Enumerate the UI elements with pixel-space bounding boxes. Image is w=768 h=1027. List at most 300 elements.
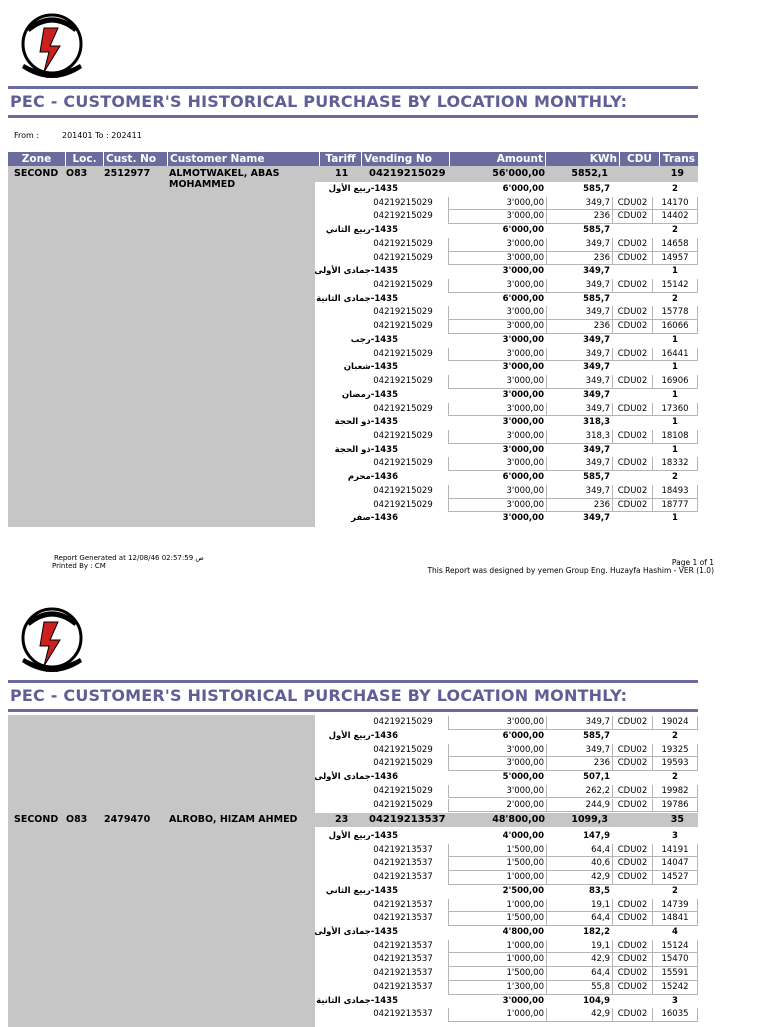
month-amount: 6'000,00 <box>502 293 544 304</box>
vending-no: 04219213537 <box>373 981 433 992</box>
transaction-kwh: 244,9 <box>546 799 612 813</box>
vending-no: 04219213537 <box>373 858 433 869</box>
month-label: 1435-ربيع الثاني <box>325 885 398 896</box>
month-trans-count: 1 <box>672 417 678 428</box>
col-loc: Loc. <box>66 152 104 166</box>
transaction-kwh: 64,4 <box>546 844 612 858</box>
transaction-cdu: CDU02 <box>612 757 652 771</box>
col-cdu: CDU <box>620 152 660 166</box>
transaction-kwh: 55,8 <box>546 981 612 995</box>
transaction-row <box>318 940 698 954</box>
transaction-cdu: CDU02 <box>612 485 652 499</box>
customer-vending-no: 04219215029 <box>369 168 446 179</box>
transaction-row <box>318 320 698 334</box>
vending-no: 04219215029 <box>373 376 433 387</box>
transaction-id: 16035 <box>652 1008 698 1022</box>
month-summary-row <box>314 265 698 279</box>
transaction-cdu: CDU02 <box>612 844 652 858</box>
vending-no: 04219215029 <box>373 717 433 727</box>
transaction-cdu: CDU02 <box>612 403 652 417</box>
report-title: PEC - CUSTOMER'S HISTORICAL PURCHASE BY LOCATION MONTHLY: <box>10 686 628 705</box>
vending-no: 04219213537 <box>373 913 433 924</box>
transaction-id: 14658 <box>652 238 698 252</box>
transaction-kwh: 19,1 <box>546 899 612 913</box>
transaction-kwh: 40,6 <box>546 857 612 871</box>
transaction-row <box>318 857 698 871</box>
transaction-cdu: CDU02 <box>612 857 652 871</box>
transaction-amount: 3'000,00 <box>448 785 546 799</box>
transaction-cdu: CDU02 <box>612 940 652 954</box>
month-label: 1435-ربيع الأول <box>328 184 398 194</box>
transaction-amount: 3'000,00 <box>448 279 546 293</box>
month-label: 1435-رمضان <box>341 389 398 400</box>
transaction-cdu: CDU02 <box>612 430 652 444</box>
month-amount: 3'000,00 <box>502 513 544 524</box>
month-summary-row <box>314 926 698 940</box>
month-label: 1436-محرم <box>347 472 398 483</box>
customer-number: 2512977 <box>104 168 151 179</box>
transaction-id: 16906 <box>652 375 698 389</box>
customer-zone: SECOND <box>14 168 59 179</box>
transaction-id: 16441 <box>652 348 698 362</box>
month-trans-count: 1 <box>672 334 678 345</box>
month-summary-row <box>318 293 698 307</box>
transaction-id: 15142 <box>652 279 698 293</box>
transaction-cdu: CDU02 <box>612 1008 652 1022</box>
transaction-cdu: CDU02 <box>612 899 652 913</box>
vending-no: 04219215029 <box>373 348 433 359</box>
left-grey-panel <box>8 182 315 527</box>
transaction-amount: 3'000,00 <box>448 744 546 758</box>
transaction-kwh: 262,2 <box>546 785 612 799</box>
transaction-id: 15124 <box>652 940 698 954</box>
transaction-amount: 3'000,00 <box>448 238 546 252</box>
transaction-row <box>318 912 698 926</box>
month-amount: 4'800,00 <box>502 927 544 938</box>
transaction-row <box>318 744 698 758</box>
vending-no: 04219215029 <box>373 744 433 755</box>
month-kwh: 585,7 <box>583 472 610 483</box>
transaction-amount: 1'500,00 <box>448 844 546 858</box>
transaction-id: 19593 <box>652 757 698 771</box>
vending-no: 04219215029 <box>373 485 433 496</box>
transaction-amount: 1'000,00 <box>448 940 546 954</box>
transaction-id: 14191 <box>652 844 698 858</box>
month-amount: 6'000,00 <box>502 184 544 194</box>
month-kwh: 318,3 <box>583 417 610 428</box>
transaction-kwh: 236 <box>546 210 612 224</box>
transaction-row <box>318 499 698 513</box>
month-label: 1436-ربيع الأول <box>328 730 398 741</box>
transaction-kwh: 349,7 <box>546 403 612 417</box>
title-rule-top <box>8 680 698 683</box>
transaction-id: 14047 <box>652 857 698 871</box>
month-trans-count: 2 <box>672 225 678 236</box>
month-summary-row <box>318 183 698 197</box>
month-trans-count: 1 <box>672 513 678 524</box>
transaction-id: 15778 <box>652 306 698 320</box>
left-grey-panel-b <box>8 827 315 1027</box>
vending-no: 04219213537 <box>373 844 433 855</box>
transaction-id: 19024 <box>652 716 698 730</box>
svg-text:PEC: PEC <box>45 667 59 674</box>
month-trans-count: 1 <box>672 389 678 400</box>
transaction-row <box>318 238 698 252</box>
table-header <box>8 152 698 166</box>
transaction-amount: 3'000,00 <box>448 457 546 471</box>
month-label: 1435-ربيع الأول <box>328 831 398 841</box>
report-title: PEC - CUSTOMER'S HISTORICAL PURCHASE BY LOCATION MONTHLY: <box>10 92 628 111</box>
transaction-kwh: 349,7 <box>546 306 612 320</box>
title-rule-bottom <box>8 115 698 118</box>
transaction-cdu: CDU02 <box>612 279 652 293</box>
transaction-row <box>318 967 698 981</box>
transaction-row <box>318 430 698 444</box>
vending-no: 04219215029 <box>373 403 433 414</box>
col-zone: Zone <box>8 152 66 166</box>
transaction-cdu: CDU02 <box>612 197 652 211</box>
month-label: 1435-جمادى الثانية <box>316 293 398 304</box>
transaction-id: 18108 <box>652 430 698 444</box>
vending-no: 04219213537 <box>373 940 433 951</box>
transaction-row <box>318 716 698 730</box>
transaction-row <box>318 785 698 799</box>
month-summary-row <box>318 334 698 348</box>
month-amount: 3'000,00 <box>502 995 544 1006</box>
transaction-id: 15470 <box>652 953 698 967</box>
month-kwh: 585,7 <box>583 730 610 741</box>
transaction-cdu: CDU02 <box>612 871 652 885</box>
month-amount: 2'500,00 <box>502 885 544 896</box>
transaction-id: 18777 <box>652 499 698 513</box>
transaction-id: 14841 <box>652 912 698 926</box>
transaction-kwh: 349,7 <box>546 279 612 293</box>
month-amount: 6'000,00 <box>502 472 544 483</box>
transaction-cdu: CDU02 <box>612 348 652 362</box>
month-summary-row <box>318 389 698 403</box>
customer-zone: SECOND <box>14 814 59 825</box>
transaction-row <box>318 457 698 471</box>
month-kwh: 349,7 <box>583 513 610 524</box>
month-label: 1435-ربيع الثاني <box>325 225 398 236</box>
transaction-row <box>318 210 698 224</box>
month-summary-row <box>318 512 698 526</box>
transaction-kwh: 42,9 <box>546 871 612 885</box>
month-kwh: 147,9 <box>583 831 610 841</box>
pec-logo-icon <box>14 10 90 84</box>
month-kwh: 182,2 <box>583 927 610 938</box>
transaction-cdu: CDU02 <box>612 953 652 967</box>
col-tariff: Tariff <box>320 152 362 166</box>
transaction-cdu: CDU02 <box>612 499 652 513</box>
transaction-cdu: CDU02 <box>612 744 652 758</box>
transaction-amount: 2'000,00 <box>448 799 546 813</box>
pec-logo-icon <box>14 604 90 678</box>
month-amount: 6'000,00 <box>502 225 544 236</box>
transaction-amount: 3'000,00 <box>448 197 546 211</box>
transaction-id: 18493 <box>652 485 698 499</box>
transaction-kwh: 236 <box>546 499 612 513</box>
month-summary-row <box>318 885 698 899</box>
customer-kwh: 5852,1 <box>571 168 608 179</box>
month-summary-row <box>318 830 698 844</box>
vending-no: 04219215029 <box>373 252 433 263</box>
vending-no: 04219215029 <box>373 280 433 291</box>
month-kwh: 585,7 <box>583 184 610 194</box>
month-summary-row <box>318 361 698 375</box>
vending-no: 04219213537 <box>373 1009 433 1020</box>
transaction-row <box>318 871 698 885</box>
transaction-row <box>318 403 698 417</box>
page-number: Page 1 of 1 <box>671 558 714 567</box>
left-grey-panel-a <box>8 715 315 813</box>
transaction-cdu: CDU02 <box>612 320 652 334</box>
month-trans-count: 4 <box>672 927 678 938</box>
title-rule-bottom <box>8 709 698 712</box>
month-trans-count: 1 <box>672 444 678 455</box>
month-summary-row <box>318 995 698 1009</box>
transaction-row <box>318 844 698 858</box>
transaction-kwh: 349,7 <box>546 348 612 362</box>
transaction-amount: 3'000,00 <box>448 348 546 362</box>
vending-no: 04219213537 <box>373 899 433 910</box>
transaction-id: 14170 <box>652 197 698 211</box>
transaction-amount: 1'000,00 <box>448 953 546 967</box>
month-amount: 6'000,00 <box>502 730 544 741</box>
month-amount: 5'000,00 <box>502 772 544 782</box>
month-summary-row <box>318 416 698 430</box>
month-kwh: 585,7 <box>583 225 610 236</box>
transaction-id: 14957 <box>652 252 698 266</box>
month-amount: 3'000,00 <box>502 389 544 400</box>
month-kwh: 349,7 <box>583 362 610 373</box>
vending-no: 04219215029 <box>373 799 433 810</box>
transaction-cdu: CDU02 <box>612 252 652 266</box>
customer-trans: 35 <box>670 814 684 825</box>
col-amount: Amount <box>450 152 546 166</box>
printed-by: Printed By : CM <box>52 562 106 570</box>
transaction-id: 17360 <box>652 403 698 417</box>
customer-loc: O83 <box>66 814 88 825</box>
month-trans-count: 2 <box>672 885 678 896</box>
vending-no: 04219213537 <box>373 968 433 979</box>
report-generated: Report Generated at 12/08/46 02:57:59 ص <box>54 554 204 562</box>
transaction-row <box>318 757 698 771</box>
month-label: 1435-جمادى الأولى <box>314 927 398 938</box>
month-label: 1436-صفر <box>351 513 398 524</box>
transaction-row <box>318 306 698 320</box>
transaction-amount: 3'000,00 <box>448 252 546 266</box>
month-trans-count: 1 <box>672 266 678 277</box>
col-trans: Trans <box>663 153 695 165</box>
transaction-id: 15242 <box>652 981 698 995</box>
vending-no: 04219215029 <box>373 307 433 318</box>
month-amount: 3'000,00 <box>502 417 544 428</box>
month-trans-count: 2 <box>672 472 678 483</box>
designed-by: This Report was designed by yemen Group Eng. Huzayfa Hashim - VER (1.0) <box>427 566 714 575</box>
vending-no: 04219215029 <box>373 430 433 441</box>
month-label: 1435-ذو الحجة <box>334 417 398 428</box>
title-rule-top <box>8 86 698 89</box>
transaction-row <box>318 1008 698 1022</box>
transaction-kwh: 19,1 <box>546 940 612 954</box>
from-label: From : <box>14 131 40 140</box>
vending-no: 04219215029 <box>373 321 433 332</box>
transaction-row <box>318 348 698 362</box>
month-trans-count: 1 <box>672 362 678 373</box>
transaction-amount: 1'000,00 <box>448 871 546 885</box>
month-label: 1435-جمادى الثانية <box>316 995 398 1006</box>
transaction-id: 19786 <box>652 799 698 813</box>
month-label: 1435-شعبان <box>343 362 398 373</box>
month-amount: 3'000,00 <box>502 266 544 277</box>
transaction-kwh: 318,3 <box>546 430 612 444</box>
transaction-id: 14402 <box>652 210 698 224</box>
transaction-kwh: 236 <box>546 757 612 771</box>
transaction-row <box>318 252 698 266</box>
transaction-amount: 3'000,00 <box>448 320 546 334</box>
transaction-amount: 3'000,00 <box>448 716 546 730</box>
vending-no: 04219215029 <box>373 758 433 769</box>
month-kwh: 349,7 <box>583 266 610 277</box>
transaction-amount: 3'000,00 <box>448 430 546 444</box>
month-kwh: 83,5 <box>589 885 610 896</box>
transaction-cdu: CDU02 <box>612 306 652 320</box>
month-summary-row <box>318 224 698 238</box>
vending-no: 04219213537 <box>373 872 433 883</box>
transaction-cdu: CDU02 <box>612 967 652 981</box>
customer-name: ALMOTWAKEL, ABAS MOHAMMED <box>169 168 280 190</box>
customer-tariff: 11 <box>335 168 349 179</box>
month-trans-count: 2 <box>672 293 678 304</box>
transaction-cdu: CDU02 <box>612 375 652 389</box>
transaction-cdu: CDU02 <box>612 457 652 471</box>
transaction-cdu: CDU02 <box>612 981 652 995</box>
transaction-amount: 1'000,00 <box>448 899 546 913</box>
transaction-kwh: 42,9 <box>546 1008 612 1022</box>
transaction-amount: 1'500,00 <box>448 912 546 926</box>
customer-amount: 56'000,00 <box>492 168 545 179</box>
transaction-row <box>318 953 698 967</box>
col-kwh: KWh <box>546 152 620 166</box>
transaction-cdu: CDU02 <box>612 785 652 799</box>
transaction-kwh: 64,4 <box>546 912 612 926</box>
svg-text:PEC: PEC <box>45 73 59 80</box>
col-customer-name: Customer Name <box>168 152 320 166</box>
month-amount: 3'000,00 <box>502 444 544 455</box>
vending-no: 04219215029 <box>373 238 433 249</box>
month-summary-row <box>318 444 698 458</box>
transaction-id: 14527 <box>652 871 698 885</box>
month-trans-count: 3 <box>672 995 678 1006</box>
month-label: 1435-ذو الحجة <box>334 444 398 455</box>
transaction-amount: 3'000,00 <box>448 210 546 224</box>
transaction-amount: 3'000,00 <box>448 499 546 513</box>
report-page-2 <box>0 594 768 1024</box>
transaction-kwh: 349,7 <box>546 457 612 471</box>
transaction-amount: 3'000,00 <box>448 375 546 389</box>
transaction-amount: 1'000,00 <box>448 1008 546 1022</box>
month-amount: 3'000,00 <box>502 334 544 345</box>
transaction-row <box>318 197 698 211</box>
transaction-id: 19325 <box>652 744 698 758</box>
month-trans-count: 2 <box>672 772 678 782</box>
month-kwh: 507,1 <box>583 772 610 782</box>
date-range: 201401 To : 202411 <box>62 131 142 140</box>
month-summary-row <box>318 471 698 485</box>
vending-no: 04219215029 <box>373 211 433 222</box>
transaction-kwh: 349,7 <box>546 744 612 758</box>
transaction-id: 14739 <box>652 899 698 913</box>
transaction-kwh: 42,9 <box>546 953 612 967</box>
col-cust-no: Cust. No <box>104 152 168 166</box>
vending-no: 04219215029 <box>373 499 433 510</box>
transaction-kwh: 236 <box>546 320 612 334</box>
month-label: 1435-رجب <box>350 334 398 345</box>
transaction-kwh: 349,7 <box>546 197 612 211</box>
transaction-cdu: CDU02 <box>612 799 652 813</box>
transaction-id: 16066 <box>652 320 698 334</box>
month-kwh: 349,7 <box>583 444 610 455</box>
month-amount: 3'000,00 <box>502 362 544 373</box>
transaction-kwh: 349,7 <box>546 238 612 252</box>
transaction-kwh: 64,4 <box>546 967 612 981</box>
transaction-id: 18332 <box>652 457 698 471</box>
transaction-kwh: 349,7 <box>546 716 612 730</box>
customer-vending-no: 04219213537 <box>369 814 446 825</box>
transaction-amount: 1'300,00 <box>448 981 546 995</box>
customer-name: ALROBO, HIZAM AHMED <box>169 814 298 825</box>
customer-trans: 19 <box>670 168 684 179</box>
month-summary-row <box>314 771 698 785</box>
transaction-row <box>318 799 698 813</box>
vending-no: 04219215029 <box>373 785 433 796</box>
transaction-row <box>318 279 698 293</box>
month-label: 1435-جمادى الأولى <box>314 266 398 277</box>
transaction-cdu: CDU02 <box>612 716 652 730</box>
customer-tariff: 23 <box>335 814 349 825</box>
transaction-cdu: CDU02 <box>612 912 652 926</box>
vending-no: 04219215029 <box>373 458 433 469</box>
transaction-id: 15591 <box>652 967 698 981</box>
transaction-kwh: 349,7 <box>546 375 612 389</box>
transaction-row <box>318 485 698 499</box>
month-amount: 4'000,00 <box>502 831 544 841</box>
month-summary-row <box>318 730 698 744</box>
month-kwh: 349,7 <box>583 389 610 400</box>
transaction-cdu: CDU02 <box>612 238 652 252</box>
transaction-row <box>318 375 698 389</box>
transaction-amount: 3'000,00 <box>448 485 546 499</box>
col-vending-no: Vending No <box>362 152 450 166</box>
month-trans-count: 2 <box>672 730 678 741</box>
transaction-row <box>318 981 698 995</box>
customer-number: 2479470 <box>104 814 151 825</box>
month-kwh: 585,7 <box>583 293 610 304</box>
transaction-amount: 1'500,00 <box>448 857 546 871</box>
customer-loc: O83 <box>66 168 88 179</box>
month-kwh: 104,9 <box>583 995 610 1006</box>
customer-amount: 48'800,00 <box>492 814 545 825</box>
transaction-amount: 3'000,00 <box>448 306 546 320</box>
transaction-amount: 3'000,00 <box>448 403 546 417</box>
vending-no: 04219213537 <box>373 954 433 965</box>
transaction-id: 19982 <box>652 785 698 799</box>
customer-kwh: 1099,3 <box>571 814 608 825</box>
vending-no: 04219215029 <box>373 197 433 208</box>
transaction-kwh: 236 <box>546 252 612 266</box>
transaction-kwh: 349,7 <box>546 485 612 499</box>
